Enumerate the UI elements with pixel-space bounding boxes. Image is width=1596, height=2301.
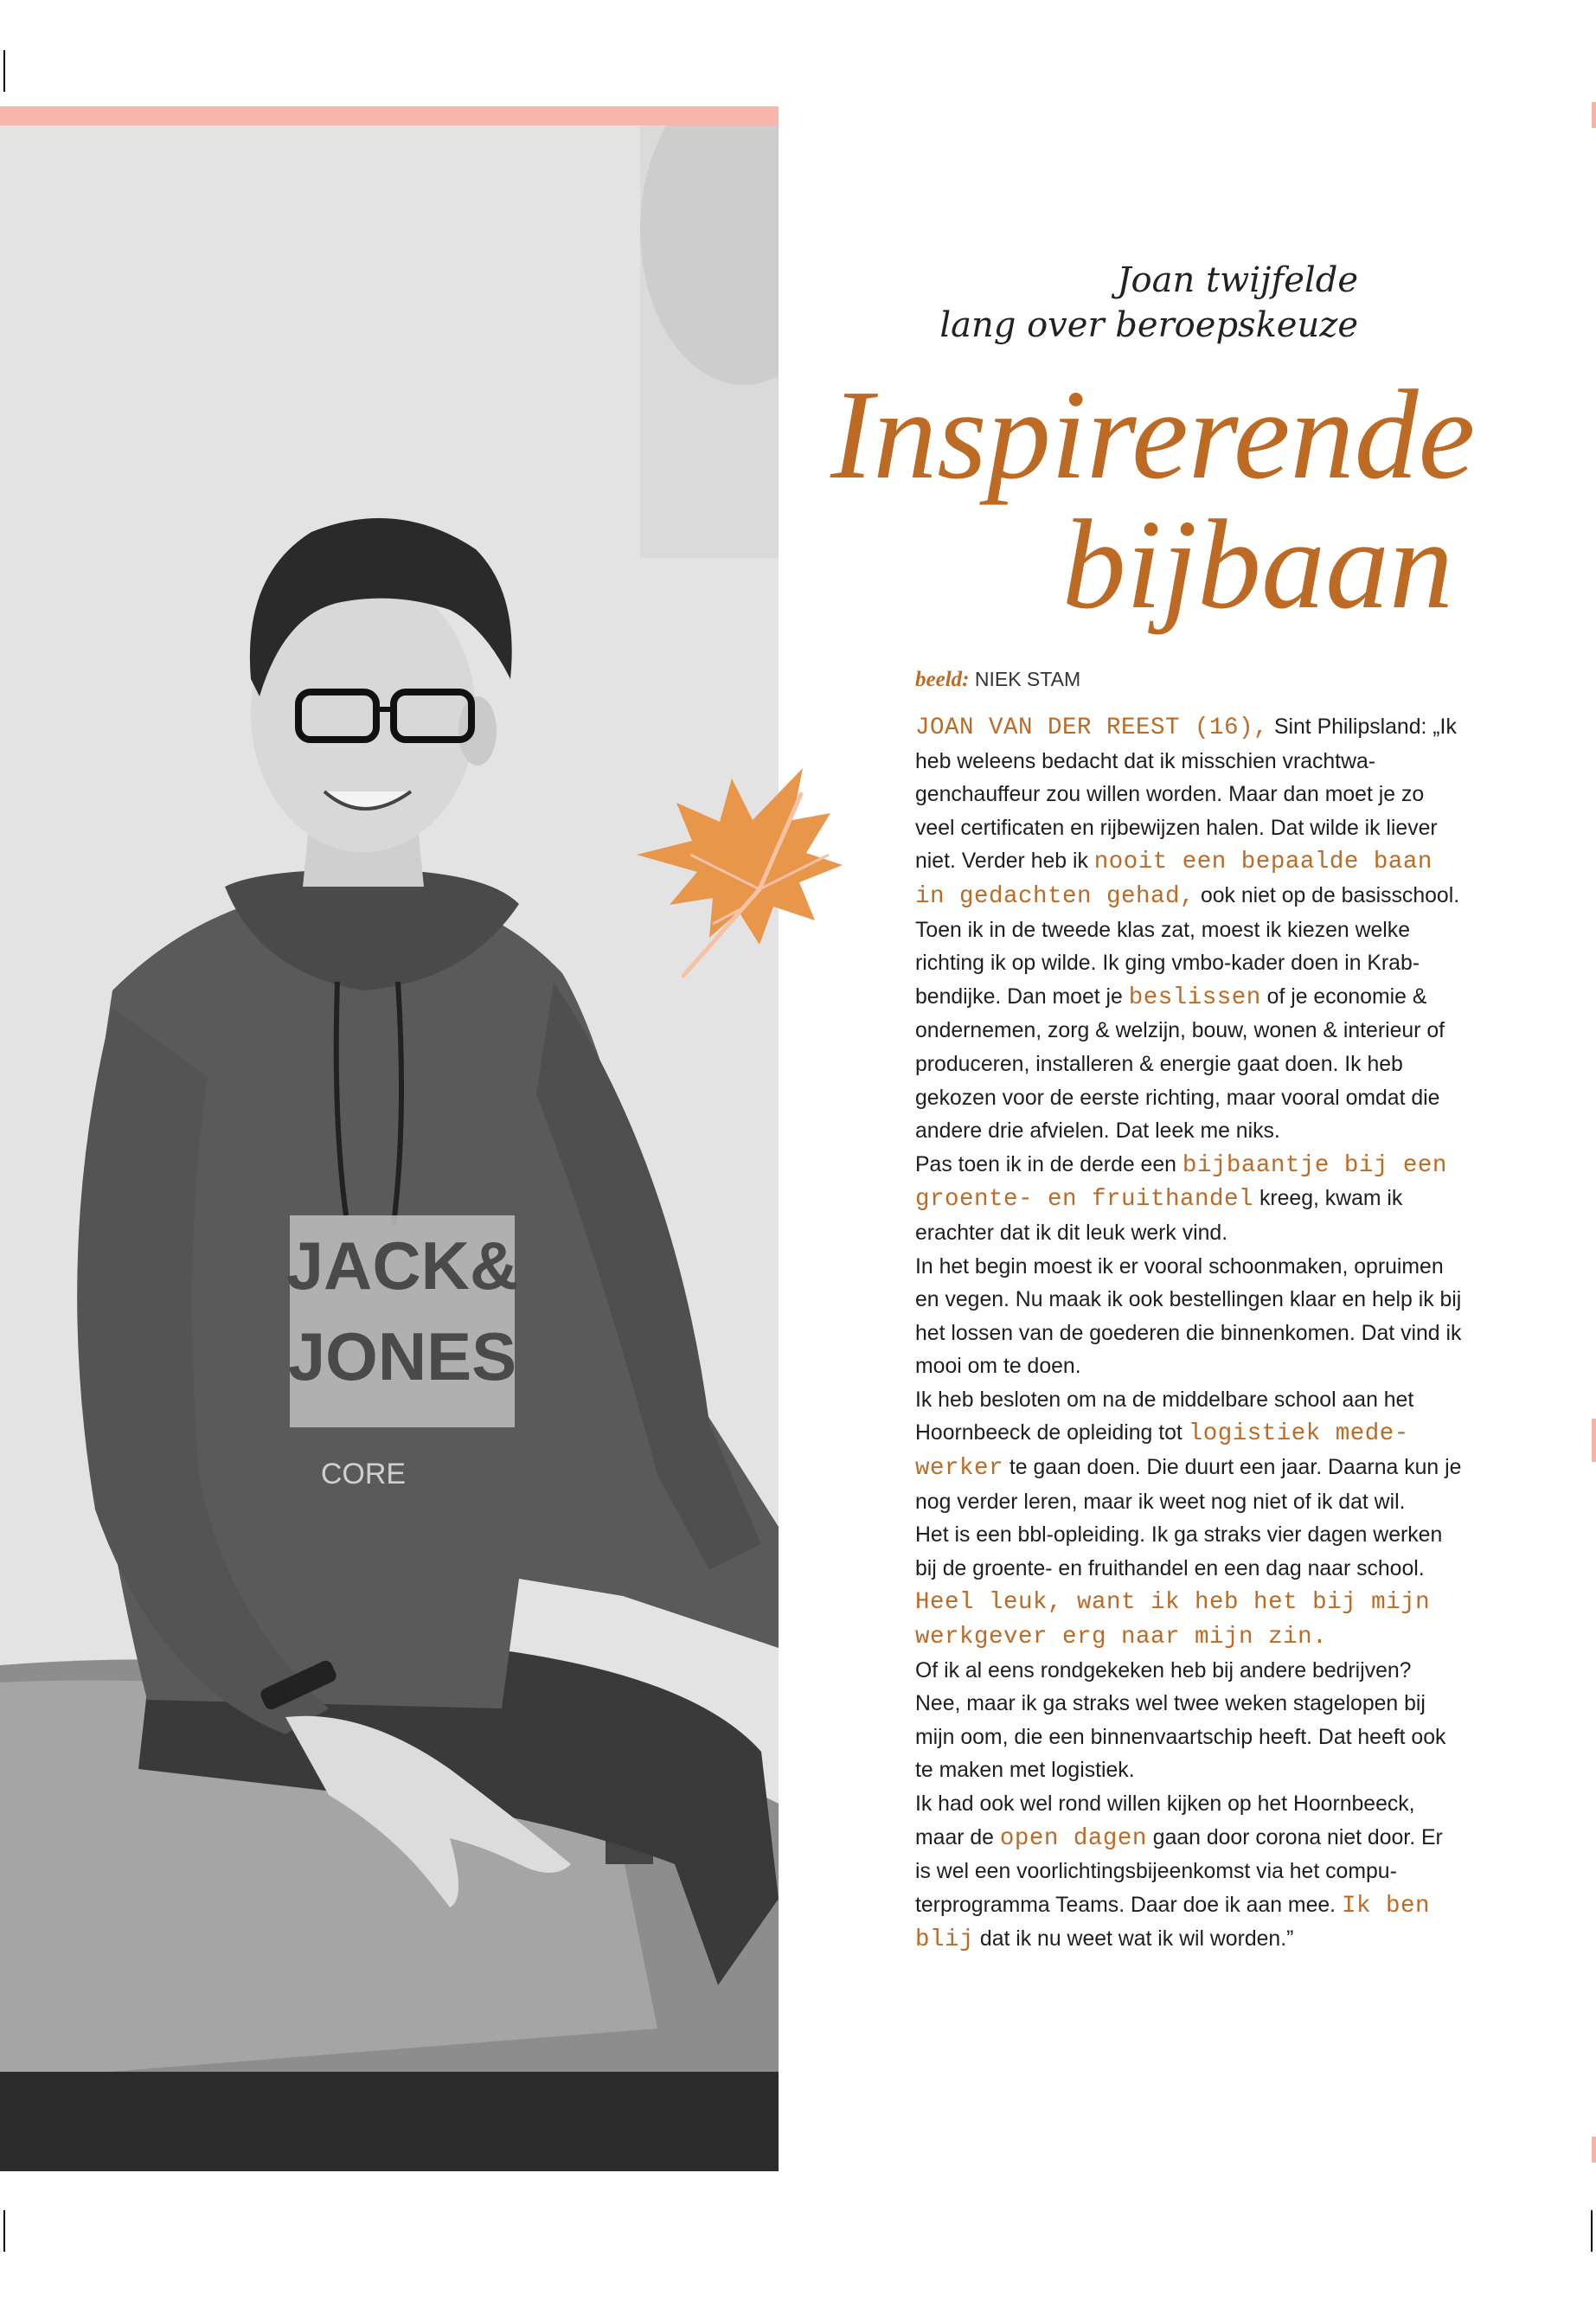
photo-credit [915, 668, 1080, 692]
highlight-text: nooit een bepaalde baan in gedachten gehad, [915, 849, 1433, 910]
title-line-2: bijbaan [1061, 494, 1453, 636]
body-text: Ik had ook wel rond willen kijken op het Hoornbeeck, maar de [915, 1792, 1415, 1849]
shirt-print-line3: CORE [320, 1458, 407, 1490]
highlight-text: Heel leuk, want ik heb het bij mijn werkgever erg naar mijn zin. [915, 1589, 1431, 1651]
body-text: Pas toen ik in de derde een [915, 1152, 1183, 1176]
crop-mark-top-left [3, 50, 5, 92]
body-text: In het begin moest ik er vooral schoonmaken, opruimen en vegen. Nu maak ik ook bestellingen klaar en help ik bij het lossen van de goederen die binnenkomen. Dat vind ik mooi om te doen. [915, 1254, 1462, 1379]
highlight-text: bijbaantje bij een groente- en fruithandel [915, 1151, 1447, 1214]
body-text: te gaan doen. Die duurt een jaar. Daarna kun je nog verder leren, maar ik weet nog niet of ik dat wil. [915, 1456, 1462, 1514]
page-title [830, 364, 1476, 636]
edge-bleed-mark [1592, 102, 1596, 128]
body-text: ook niet op de basisschool. [1195, 883, 1460, 907]
credit-label: beeld: [915, 668, 970, 691]
body-text: Ik heb besloten om na de middelbare school aan het Hoornbeeck de opleiding tot [915, 1388, 1414, 1445]
article-paragraph [915, 1519, 1462, 1654]
article-paragraph [915, 1384, 1462, 1519]
shirt-print-line2: JONES [287, 1318, 517, 1394]
title-line-1: Inspirerende [830, 364, 1476, 506]
highlight-text: beslissen [1128, 984, 1261, 1011]
edge-bleed-mark [1592, 2137, 1596, 2163]
article-paragraph [915, 1655, 1462, 1788]
highlight-text: JOAN VAN DER REEST (16), [915, 715, 1269, 741]
body-text: Of ik al eens rondgekeken heb bij andere bedrijven? Nee, maar ik ga straks wel twee weken stagelopen bij mijn oom, die een binnenvaartschip heeft. Dat heeft ook te maken met logistiek. [915, 1658, 1446, 1783]
article-paragraph [915, 1788, 1462, 1958]
body-text: Sint Philipsland: „Ik heb weleens bedacht dat ik misschien vrachtwagenchauffeur zou willen worden. Maar dan moet je zo veel certificaten en rijbewijzen halen. Dat wilde ik liever niet. Verder heb ik [915, 715, 1457, 874]
pink-accent-bar [0, 106, 779, 125]
body-text: of je economie & ondernemen, zorg & welzijn, bouw, wonen & interieur of produceren, installeren & energie gaat doen. Ik heb gekozen voor de eerste richting, maar vooral omdat die andere drie afvielen. Dat leek me niks. [915, 984, 1445, 1144]
article-paragraph [915, 1251, 1462, 1384]
headline-kicker [891, 258, 1358, 348]
body-text: Het is een bbl-opleiding. Ik ga straks vier dagen werken bij de groente- en fruithandel en een dag naar school. [915, 1523, 1443, 1580]
body-text: kreeg, kwam ik erachter dat ik dit leuk werk vind. [915, 1187, 1403, 1245]
portrait-photo [0, 125, 779, 2171]
maple-leaf-icon [630, 760, 846, 984]
article-paragraph [915, 711, 1462, 914]
shirt-print-line1: JACK& [285, 1227, 519, 1304]
portrait-illustration [0, 125, 779, 2171]
kicker-line-2: lang over beroepskeuze [939, 305, 1358, 345]
article-paragraph [915, 914, 1462, 1149]
highlight-text: open dagen [999, 1824, 1147, 1852]
highlight-text: logistiek medewerker [915, 1420, 1409, 1483]
body-text: Toen ik in de tweede klas zat, moest ik kiezen welke richting ik op wilde. Ik ging vmbo-kader doen in Krabbendijke. Dan moet je [915, 918, 1420, 1009]
body-text: gaan door corona niet door. Er is wel een voorlichtingsbijeenkomst via het computerprogramma Teams. Daar doe ik aan mee. [915, 1825, 1443, 1917]
body-text: dat ik nu weet wat ik wil worden.” [974, 1927, 1294, 1952]
article-paragraph [915, 1149, 1462, 1251]
edge-bleed-mark [1592, 1419, 1596, 1462]
highlight-text: Ik ben blij [915, 1892, 1430, 1954]
credit-name: NIEK STAM [974, 668, 1081, 690]
article-body [915, 711, 1462, 1958]
crop-mark-bottom-left [3, 2210, 5, 2252]
kicker-line-1: Joan twijfelde [1117, 260, 1358, 300]
crop-mark-bottom-right [1591, 2210, 1593, 2252]
